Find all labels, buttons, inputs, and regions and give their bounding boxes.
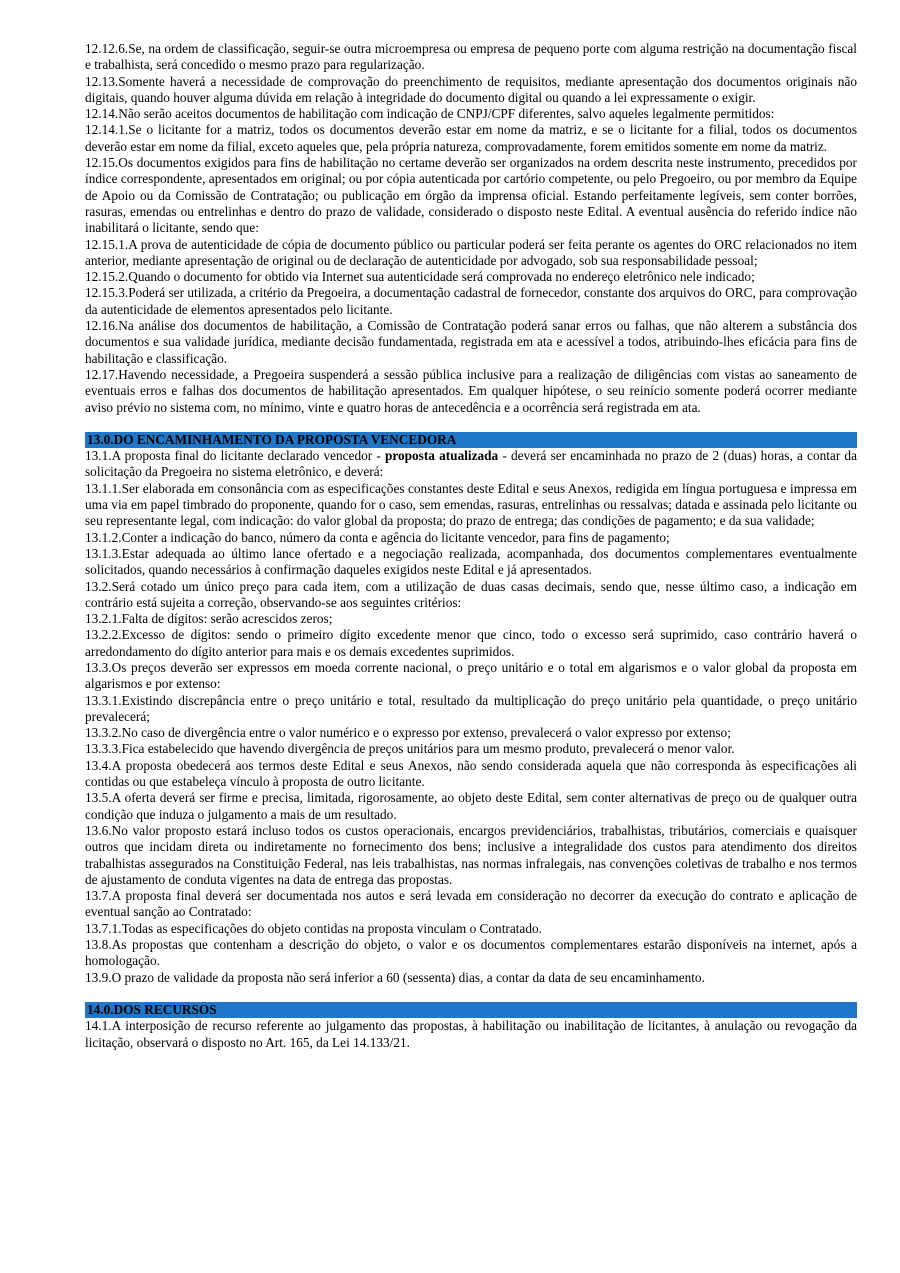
section-spacer: [85, 416, 857, 432]
paragraph-13-3-1: 13.3.1.Existindo discrepância entre o preço unitário e total, resultado da multiplicação do preço unitário pela quantidade, o preço unitário prevalecerá;: [85, 692, 857, 724]
paragraph-12-15-1: 12.15.1.A prova de autenticidade de cópia de documento público ou particular poderá ser feita perante os agentes do ORC relacionados no item anterior, mediante apresentação de original ou de declaração de autenticidade por advogado, sob sua responsabilidade pessoal;: [85, 236, 857, 268]
paragraph-13-1-2: 13.1.2.Conter a indicação do banco, número da conta e agência do licitante vencedor, para fins de pagamento;: [85, 529, 670, 545]
paragraph-12-14: 12.14.Não serão aceitos documentos de habilitação com indicação de CNPJ/CPF diferentes, salvo aqueles legalmente permitidos:: [85, 106, 775, 122]
paragraph-13-7: 13.7.A proposta final deverá ser documentada nos autos e será levada em consideração no decorrer da execução do contrato e aplicação de eventual sanção ao Contratado:: [85, 888, 857, 920]
paragraph-13-9: 13.9.O prazo de validade da proposta não será inferior a 60 (sessenta) dias, a contar da data de seu encaminhamento.: [85, 969, 705, 985]
paragraph-13-3-2: 13.3.2.No caso de divergência entre o valor numérico e o expresso por extenso, prevalecerá o valor expresso por extenso;: [85, 725, 731, 741]
section-spacer: [85, 986, 857, 1002]
paragraph-12-15-3: 12.15.3.Poderá ser utilizada, a critério da Pregoeira, a documentação cadastral de fornecedor, constante dos arquivos do ORC, para comprovação da autenticidade de elementos apresentados pelo licitante.: [85, 285, 857, 317]
paragraph-13-1-1: 13.1.1.Ser elaborada em consonância com as especificações constantes deste Edital e seus Anexos, redigida em língua portuguesa e impressa em uma via em papel timbrado do proponente, quando for o caso, sem emendas, rasuras, entrelinhas ou ressalvas; datada e assinada pelo licitante ou seu representante legal, com indicação: do valor global da proposta; do prazo de entrega; das condições de pagamento; e da sua validade;: [85, 480, 857, 529]
paragraph-13-5: 13.5.A oferta deverá ser firme e precisa, limitada, rigorosamente, ao objeto deste Edital, sem conter alternativas de preço ou de qualquer outra condição que induza o julgamento a mais de um resultado.: [85, 790, 857, 822]
paragraph-13-1-pre: 13.1.A proposta final do licitante declarado vencedor -: [85, 448, 385, 464]
paragraph-12-15-2: 12.15.2.Quando o documento for obtido via Internet sua autenticidade será comprovada no endereço eletrônico nele indicado;: [85, 269, 755, 285]
paragraph-13-3: 13.3.Os preços deverão ser expressos em moeda corrente nacional, o preço unitário e o total em algarismos e o valor global da proposta em algarismos e por extenso:: [85, 659, 857, 692]
section-header-14: 14.0.DOS RECURSOS: [85, 1002, 857, 1018]
paragraph-12-17: 12.17.Havendo necessidade, a Pregoeira suspenderá a sessão pública inclusive para a realização de diligências com vistas ao saneamento de eventuais erros e falhas dos documentos de habilitação apresentados. Em qualquer hipótese, o seu reinício somente poderá ocorrer mediante aviso prévio no sistema com, no mínimo, vinte e quatro horas de antecedência e a ocorrência será registrada em ata.: [85, 366, 857, 415]
paragraph-13-3-3: 13.3.3.Fica estabelecido que havendo divergência de preços unitários para um mesmo produto, prevalecerá o menor valor.: [85, 741, 735, 757]
paragraph-12-16: 12.16.Na análise dos documentos de habilitação, a Comissão de Contratação poderá sanar erros ou falhas, que não alterem a substância dos documentos e sua validade jurídica, mediante decisão fundamentada, registrada em ata e acessível a todos, atribuindo-lhes eficácia para fins de habilitação e classificação.: [85, 318, 857, 366]
paragraph-12-13: 12.13.Somente haverá a necessidade de comprovação do preenchimento de requisitos, mediante apresentação dos documentos originais não digitais, quando houver alguma dúvida em relação à integridade do documento digital ou quando a lei expressamente o exigir.: [85, 73, 857, 105]
paragraph-12-14-1: 12.14.1.Se o licitante for a matriz, todos os documentos deverão estar em nome da matriz, e se o licitante for a filial, todos os documentos deverão estar em nome da filial, exceto aqueles que, pela própria natureza, comprovadamente, forem emitidos somente em nome da matriz.: [85, 122, 857, 154]
paragraph-13-4: 13.4.A proposta obedecerá aos termos deste Edital e seus Anexos, não sendo considerada aquela que não corresponda às especificações ali contidas ou que estabeleça vínculo à proposta de outro licitante.: [85, 757, 857, 790]
paragraph-13-1: [85, 448, 857, 481]
paragraph-13-2-2: 13.2.2.Excesso de dígitos: sendo o primeiro dígito excedente menor que cinco, todo o excesso será suprimido, caso contrário haverá o arredondamento do dígito anterior para mais e os demais excedentes suprimidos.: [85, 627, 857, 659]
paragraph-13-1-3: 13.1.3.Estar adequada ao último lance ofertado e a negociação realizada, acompanhada, dos documentos complementares eventualmente solicitados, quando necessários à confirmação daqueles exigidos neste Edital e já apresentados.: [85, 545, 857, 578]
paragraph-13-1-post: - deverá ser encaminhada no prazo de 2 (duas) horas, a contar da solicitação da Pregoeira no sistema eletrônico, e deverá:: [85, 448, 857, 480]
section-header-13: 13.0.DO ENCAMINHAMENTO DA PROPOSTA VENCEDORA: [85, 432, 857, 448]
paragraph-12-12-6: 12.12.6.Se, na ordem de classificação, seguir-se outra microempresa ou empresa de pequeno porte com alguma restrição na documentação fiscal e trabalhista, será concedido o mesmo prazo para regularização.: [85, 41, 857, 73]
paragraph-13-8: 13.8.As propostas que contenham a descrição do objeto, o valor e os documentos complementares estarão disponíveis na internet, após a homologação.: [85, 937, 857, 969]
paragraph-13-7-1: 13.7.1.Todas as especificações do objeto contidas na proposta vinculam o Contratado.: [85, 920, 542, 936]
paragraph-13-6: 13.6.No valor proposto estará incluso todos os custos operacionais, encargos previdenciários, trabalhistas, tributários, comerciais e quaisquer outros que incidam direta ou indiretamente no fornecimento dos bens; inclusive a integralidade dos custos para atendimento dos direitos trabalhistas assegurados na Constituição Federal, nas leis trabalhistas, nas normas infralegais, nas convenções coletivas de trabalho e nos termos de ajustamento de conduta vigentes na data de entrega das propostas.: [85, 822, 857, 887]
paragraph-13-2: 13.2.Será cotado um único preço para cada item, com a utilização de duas casas decimais, sendo que, nesse último caso, a indicação em contrário está sujeita a correção, observando-se aos seguintes critérios:: [85, 578, 857, 610]
paragraph-13-1-bold: proposta atualizada: [384, 448, 499, 464]
paragraph-14-1: 14.1.A interposição de recurso referente ao julgamento das propostas, à habilitação ou inabilitação de licitantes, à anulação ou revogação da licitação, observará o disposto no Art. 165, da Lei 14.133/21.: [85, 1018, 857, 1050]
paragraph-12-15: 12.15.Os documentos exigidos para fins de habilitação no certame deverão ser organizados na ordem descrita neste instrumento, precedidos por índice correspondente, apresentados em original; ou por cópia autenticada por cartório competente, ou pelo Pregoeiro, ou por membro da Equipe de Apoio ou da Comissão de Contratação; ou publicação em órgão da imprensa oficial. Estando perfeitamente legíveis, sem conter borrões, rasuras, emendas ou entrelinhas e dentro do prazo de validade, considerado o disposto neste Edital. A eventual ausência do referido índice não inabilitará o licitante, sendo que:: [85, 155, 857, 236]
paragraph-13-2-1: 13.2.1.Falta de dígitos: serão acrescidos zeros;: [85, 611, 333, 627]
